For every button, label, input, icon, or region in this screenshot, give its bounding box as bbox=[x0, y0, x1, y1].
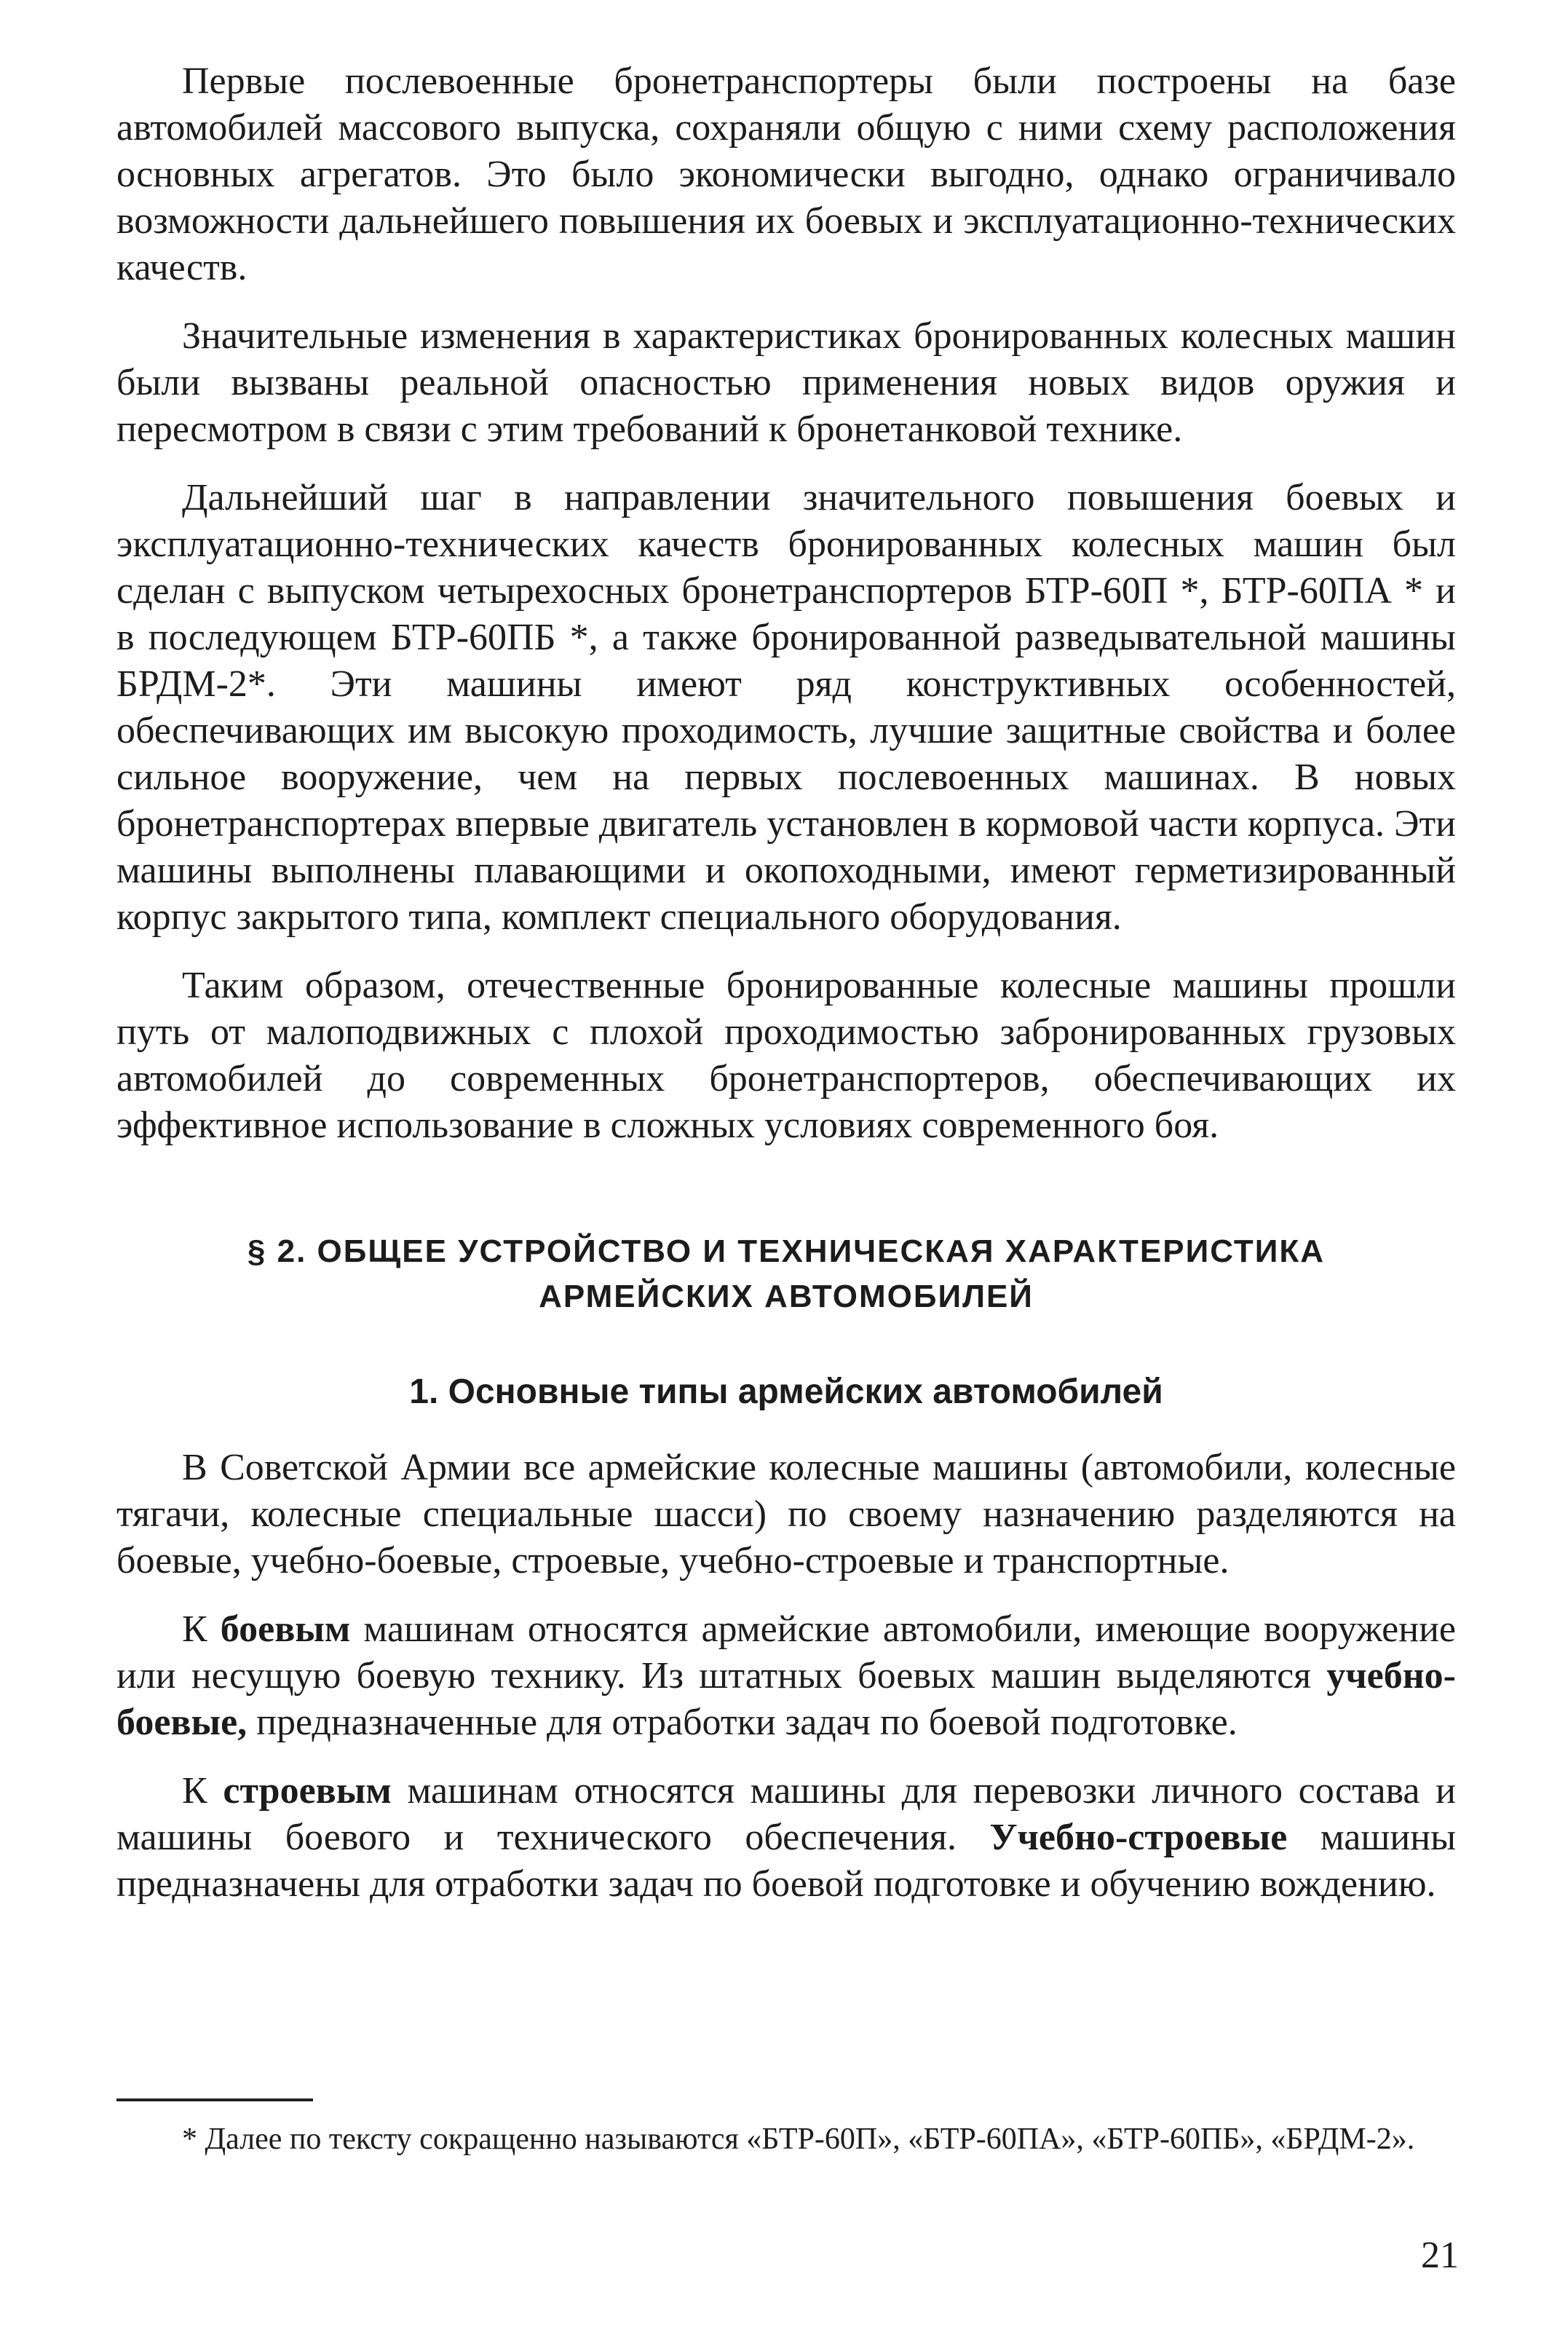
line-middle: машинам относятся машины для перевозки личного состава и машины боевого и технического обеспечения. bbox=[116, 1770, 1457, 1858]
paragraph-early-apcs: Первые послевоенные бронетранспортеры были построены на базе автомобилей массового выпуска, сохраняли общую с ними схему расположения основных агрегатов. Это было экономически выгодно, однако ограничивало возможности дальнейшего повышения их боевых и эксплуатационно-технических качеств. bbox=[116, 60, 1456, 288]
paragraph-changes: Значительные изменения в характеристиках бронированных колесных машин были вызваны реальной опасностью применения новых видов оружия и пересмотром в связи с этим требований к бронетанковой технике. bbox=[116, 315, 1456, 450]
section-heading-line-1: § 2. ОБЩЕЕ УСТРОЙСТВО И ТЕХНИЧЕСКАЯ ХАРАКТЕРИСТИКА bbox=[247, 1233, 1326, 1269]
term-line: строевым bbox=[223, 1770, 392, 1812]
paragraph-combat-vehicles bbox=[116, 1606, 1456, 1746]
section-heading-line-2: АРМЕЙСКИХ АВТОМОБИЛЕЙ bbox=[539, 1279, 1034, 1314]
combat-suffix: предназначенные для отработки задач по боевой подготовке. bbox=[247, 1702, 1238, 1743]
subsection-heading: 1. Основные типы армейских автомобилей bbox=[409, 1373, 1163, 1411]
paragraph-vehicle-types: В Советской Армии все армейские колесные машины (автомобили, колесные тягачи, колесные специальные шасси) по своему назначению разделяются на боевые, учебно-боевые, строевые, учебно-строевые и транспортные. bbox=[116, 1447, 1456, 1581]
paragraph-line-vehicles bbox=[116, 1768, 1456, 1908]
line-suffix: машины предназначены для отработки задач по боевой подготовке и обучению вождению. bbox=[116, 1817, 1457, 1905]
page-number: 21 bbox=[1421, 2235, 1459, 2276]
line-prefix: К bbox=[182, 1770, 223, 1812]
term-training-combat: учебно-боевые, bbox=[116, 1655, 1456, 1743]
paragraph-four-axle-apcs: Дальнейший шаг в направлении значительного повышения боевых и эксплуатационно-технических качеств бронированных колесных машин был сделан с выпуском четырехосных бронетранспортеров БТР-60П *, БТР-60ПА * и в последующем БТР-60ПБ *, а также бронированной разведывательной машины БРДМ-2*. Эти машины имеют ряд конструктивных особенностей, обеспечивающих им высокую проходимость, лучшие защитные свойства и более сильное вооружение, чем на первых послевоенных машинах. В новых бронетранспортерах впервые двигатель установлен в кормовой части корпуса. Эти машины выполнены плавающими и окопоходными, имеют герметизированный корпус закрытого типа, комплект специального оборудования. bbox=[116, 477, 1456, 938]
combat-middle: машинам относятся армейские автомобили, имеющие вооружение или несущую боевую технику. Из штатных боевых машин выделяются bbox=[116, 1608, 1456, 1697]
term-training-line: Учебно-строевые bbox=[989, 1817, 1288, 1858]
section-heading bbox=[116, 1229, 1456, 1319]
footnote: * Далее по тексту сокращенно называются «БТР-60П», «БТР-60ПА», «БТР-60ПБ», «БРДМ-2». bbox=[182, 2122, 1415, 2156]
paragraph-conclusion: Таким образом, отечественные бронированные колесные машины прошли путь от малоподвижных с плохой проходимостью забронированных грузовых автомобилей до современных бронетранспортеров, обеспечивающих их эффективное использование в сложных условиях современного боя. bbox=[116, 965, 1456, 1146]
footnote-divider bbox=[116, 2098, 313, 2101]
page-body bbox=[116, 58, 1456, 1930]
term-combat: боевым bbox=[220, 1608, 351, 1650]
combat-prefix: К bbox=[182, 1608, 221, 1650]
